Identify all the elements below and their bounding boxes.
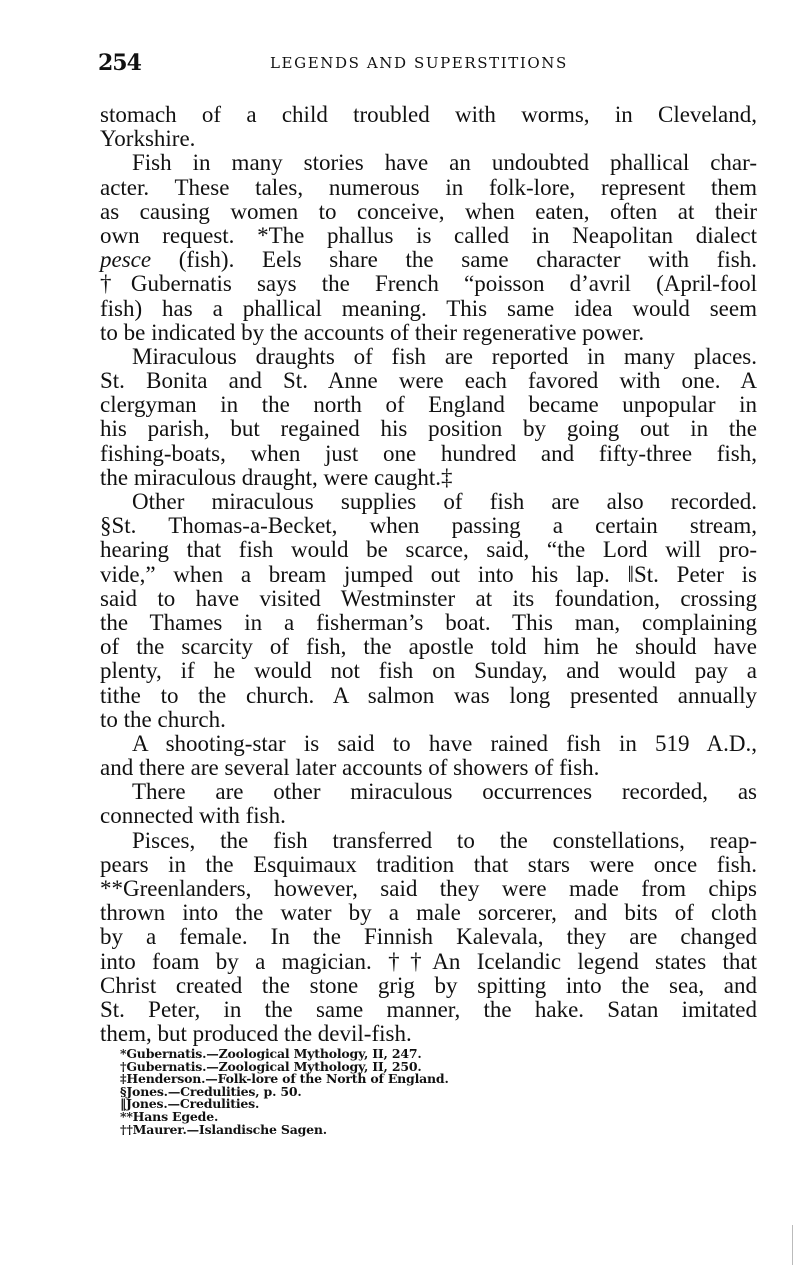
text-line: his parish, but regained his position by going out in the bbox=[100, 416, 757, 442]
paragraph bbox=[100, 829, 757, 1047]
text-line: and there are several later accounts of showers of fish. bbox=[100, 755, 600, 781]
text-line: stomach of a child troubled with worms, in Cleveland, bbox=[100, 102, 757, 127]
footnote: †Gubernatis.—Zoological Mythology, II, 250. bbox=[120, 1058, 422, 1074]
text-line: plenty, if he would not fish on Sunday, and would pay a bbox=[100, 658, 757, 684]
footnote: ††Maurer.—Islandische Sagen. bbox=[120, 1121, 327, 1137]
text-line: Miraculous draughts of fish are reported in many places. bbox=[132, 343, 757, 369]
text-line: Pisces, the fish transferred to the constellations, reap- bbox=[132, 827, 757, 853]
text-line: the Thames in a fisherman’s boat. This man, complaining bbox=[100, 609, 757, 635]
italic-word: pesce bbox=[100, 247, 152, 273]
paragraph bbox=[100, 780, 757, 828]
text-line: pesce (fish). Eels share the same character with fish. bbox=[100, 247, 757, 273]
page-edge-divider bbox=[792, 1225, 793, 1265]
text-line: hearing that fish would be scarce, said, “the Lord will pro- bbox=[100, 537, 757, 563]
text-line: †Gubernatis says the French “poisson d’avril (April-fool bbox=[100, 271, 757, 297]
page-header bbox=[98, 50, 758, 80]
text-line: vide,” when a bream jumped out into his lap. ‖St. Peter is bbox=[100, 561, 757, 587]
text-line: §St. Thomas-a-Becket, when passing a certain stream, bbox=[100, 513, 757, 539]
text-line: pears in the Esquimaux tradition that stars were once fish. bbox=[100, 851, 757, 877]
paragraph bbox=[100, 151, 757, 345]
text-line: to the church. bbox=[100, 706, 226, 732]
paragraph bbox=[100, 345, 757, 490]
text-line: said to have visited Westminster at its foundation, crossing bbox=[100, 585, 757, 611]
footnote: ‡Henderson.—Folk-lore of the North of England. bbox=[120, 1071, 449, 1087]
footnote: ‖Jones.—Credulities. bbox=[120, 1096, 260, 1112]
text-line: **Greenlanders, however, said they were made from chips bbox=[100, 876, 757, 901]
footnote: *Gubernatis.—Zoological Mythology, II, 247. bbox=[120, 1046, 422, 1061]
text-line: into foam by a magician. ††An Icelandic legend states that bbox=[100, 948, 757, 974]
text-line: thrown into the water by a male sorcerer, and bits of cloth bbox=[100, 900, 757, 926]
text-line: fishing-boats, when just one hundred and fifty-three fish, bbox=[100, 440, 757, 466]
text-line: as causing women to conceive, when eaten, often at their bbox=[100, 198, 757, 224]
paragraph bbox=[100, 732, 757, 780]
text-line: own request. *The phallus is called in Neapolitan dialect bbox=[100, 222, 757, 248]
text-line: the miraculous draught, were caught.‡ bbox=[100, 464, 453, 490]
text-line: Yorkshire. bbox=[100, 126, 196, 152]
page-number: 254 bbox=[98, 50, 141, 76]
text-line: There are other miraculous occurrences recorded, as bbox=[132, 779, 757, 805]
paragraph bbox=[100, 103, 757, 151]
text-line: connected with fish. bbox=[100, 803, 286, 829]
paragraph bbox=[100, 490, 757, 732]
footnote: §Jones.—Credulities, p. 50. bbox=[120, 1083, 302, 1099]
text-line: St. Bonita and St. Anne were each favored with one. A bbox=[100, 368, 757, 394]
text-line: tithe to the church. A salmon was long presented annually bbox=[100, 682, 757, 708]
text-line: clergyman in the north of England became unpopular in bbox=[100, 392, 757, 418]
text-line: fish) has a phallical meaning. This same idea would seem bbox=[100, 295, 757, 321]
text-line: by a female. In the Finnish Kalevala, they are changed bbox=[100, 924, 757, 950]
body-text bbox=[100, 103, 757, 1046]
footnotes bbox=[120, 1048, 449, 1136]
text-line: Fish in many stories have an undoubted phallical char- bbox=[132, 150, 757, 176]
text-line: Christ created the stone grig by spitting into the sea, and bbox=[100, 972, 757, 998]
text-line: A shooting-star is said to have rained fish in 519 A.D., bbox=[132, 730, 757, 756]
text-line: them, but produced the devil-fish. bbox=[100, 1021, 412, 1047]
text-line: St. Peter, in the same manner, the hake. Satan imitated bbox=[100, 996, 757, 1022]
running-title: LEGENDS AND SUPERSTITIONS bbox=[270, 54, 568, 72]
text-line: of the scarcity of fish, the apostle told him he should have bbox=[100, 634, 757, 660]
text-line: acter. These tales, numerous in folk-lore, represent them bbox=[100, 174, 757, 200]
text-line: Other miraculous supplies of fish are also recorded. bbox=[132, 489, 757, 514]
footnote: **Hans Egede. bbox=[120, 1108, 219, 1124]
text-line: to be indicated by the accounts of their regenerative power. bbox=[100, 319, 645, 345]
